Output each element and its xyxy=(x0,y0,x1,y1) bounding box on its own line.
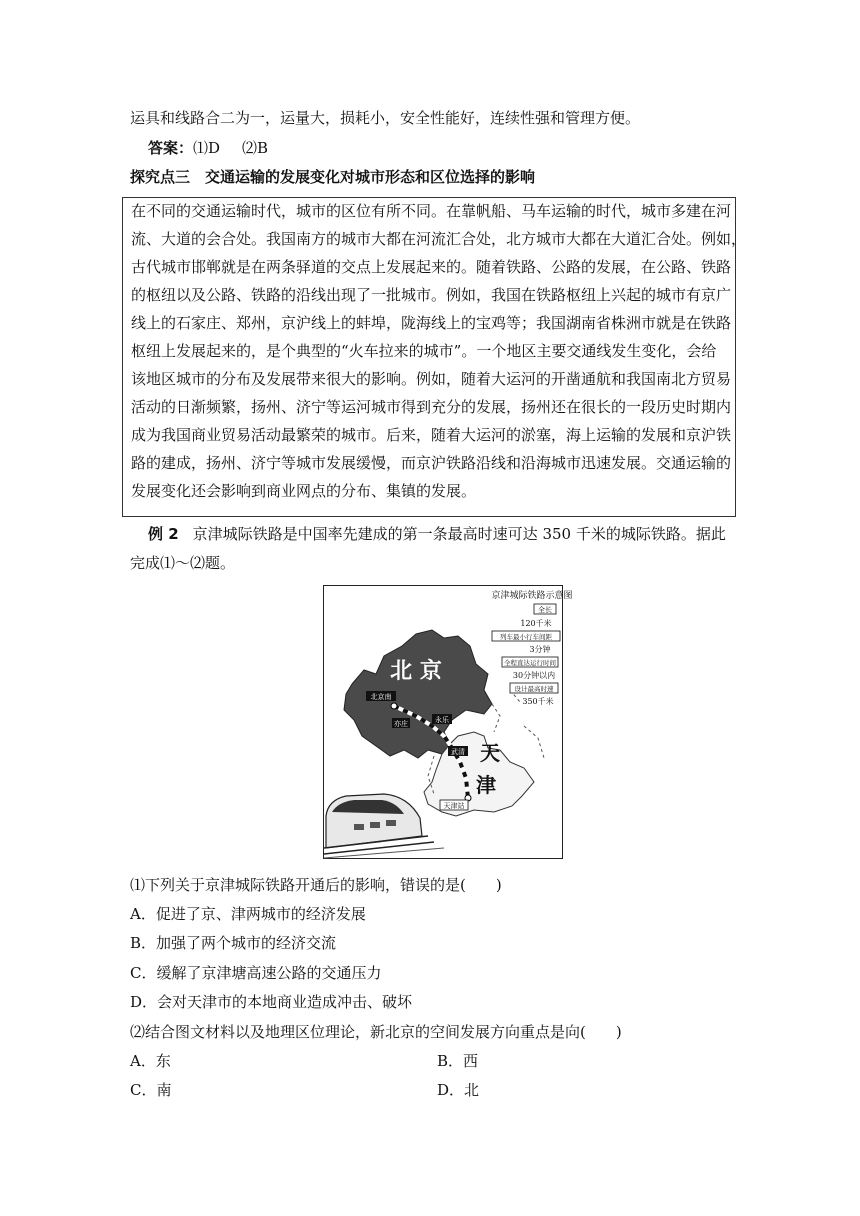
example-text: 京津城际铁路是中国率先建成的第一条最高时速可达 350 千米的城际铁路。据此 xyxy=(192,525,726,543)
legend-value-1: 120千米 xyxy=(520,619,552,628)
example-label: 例 2 xyxy=(148,525,179,543)
box-line: 的枢纽以及公路、铁路的沿线出现了一批城市。例如，我国在铁路枢纽上兴起的城市有京广 xyxy=(131,286,732,304)
train-icon xyxy=(324,794,444,858)
label-tianjin-1: 天 xyxy=(480,741,500,765)
example-line-1 xyxy=(148,524,726,544)
box-line: 活动的日渐频繁，扬州、济宁等运河城市得到充分的发展，扬州还在很长的一段历史时期内 xyxy=(131,398,732,416)
label-tianjin-2: 津 xyxy=(476,773,496,797)
legend-value-4: 350千米 xyxy=(522,697,554,706)
box-line: 该地区城市的分布及发展带来很大的影响。例如，随着大运河的开凿通航和我国南北方贸易 xyxy=(131,370,732,388)
section-title: 探究点三 交通运输的发展变化对城市形态和区位选择的影响 xyxy=(130,168,536,186)
box-line: 成为我国商业贸易活动最繁荣的城市。后来，随着大运河的淤塞，海上运输的发展和京沪铁 xyxy=(131,426,732,444)
station-beijingnan: 北京南 xyxy=(370,693,392,701)
railway-map xyxy=(323,585,573,859)
q2-option-b: B．西 xyxy=(437,1052,479,1070)
station-wuqing: 武清 xyxy=(451,748,465,756)
station-yizhuang: 亦庄 xyxy=(394,720,408,728)
station-tianjin: 天津站 xyxy=(443,802,465,810)
q2-option-a: A．东 xyxy=(130,1052,171,1070)
answer-part1: ⑴D xyxy=(193,139,221,157)
q1-option-a: A．促进了京、津两城市的经济发展 xyxy=(130,905,366,923)
answer-label: 答案： xyxy=(148,139,194,157)
question-2-stem: ⑵结合图文材料以及地理区位理论，新北京的空间发展方向重点是向( ) xyxy=(130,1023,622,1041)
box-line: 在不同的交通运输时代，城市的区位有所不同。在靠帆船、马车运输的时代，城市多建在河 xyxy=(131,202,732,220)
example-line-2: 完成⑴～⑵题。 xyxy=(130,554,236,572)
map-title: 京津城际铁路示意图 xyxy=(491,591,573,601)
label-beijing: 北 京 xyxy=(390,659,442,684)
q1-option-c: C．缓解了京津塘高速公路的交通压力 xyxy=(130,964,382,982)
box-line: 流、大道的会合处。我国南方的城市大都在河流汇合处，北方城市大都在大道汇合处。例如， xyxy=(131,230,747,248)
q1-option-b: B．加强了两个城市的经济交流 xyxy=(130,934,337,952)
railway-map-drawing xyxy=(324,586,573,860)
legend-label-2: 列车最小行车间距 xyxy=(500,633,552,641)
intro-line: 运具和线路合二为一，运量大，损耗小，安全性能好，连续性强和管理方便。 xyxy=(130,109,641,127)
station-yongle: 永乐 xyxy=(435,716,449,724)
box-line: 发展变化还会影响到商业网点的分布、集镇的发展。 xyxy=(131,482,477,500)
box-line: 线上的石家庄、郑州，京沪线上的蚌埠，陇海线上的宝鸡等；我国湖南省株洲市就是在铁路 xyxy=(131,314,732,332)
legend-label-4: 设计最高时速 xyxy=(514,685,554,693)
legend-value-3: 30分钟以内 xyxy=(512,671,556,680)
legend-value-2: 3分钟 xyxy=(529,645,551,654)
legend-label-1: 全长 xyxy=(538,606,552,614)
q1-option-d: D．会对天津市的本地商业造成冲击、破坏 xyxy=(130,993,413,1011)
reading-box xyxy=(122,197,747,517)
q2-option-c: C．南 xyxy=(130,1081,172,1099)
legend-label-3: 全程直达运行时间 xyxy=(504,659,556,667)
q2-option-d: D．北 xyxy=(437,1081,480,1099)
box-line: 路的建成，扬州、济宁等城市发展缓慢，而京沪铁路沿线和沿海城市迅速发展。交通运输的 xyxy=(131,454,732,472)
box-line: 古代城市邯郸就是在两条驿道的交点上发展起来的。随着铁路、公路的发展，在公路、铁路 xyxy=(131,258,732,276)
answer-line xyxy=(148,138,268,158)
box-line: 枢纽上发展起来的，是个典型的“火车拉来的城市”。一个地区主要交通线发生变化，会给 xyxy=(131,342,717,360)
answer-part2: ⑵B xyxy=(242,139,269,157)
question-1-stem: ⑴下列关于京津城际铁路开通后的影响，错误的是( ) xyxy=(130,876,502,894)
